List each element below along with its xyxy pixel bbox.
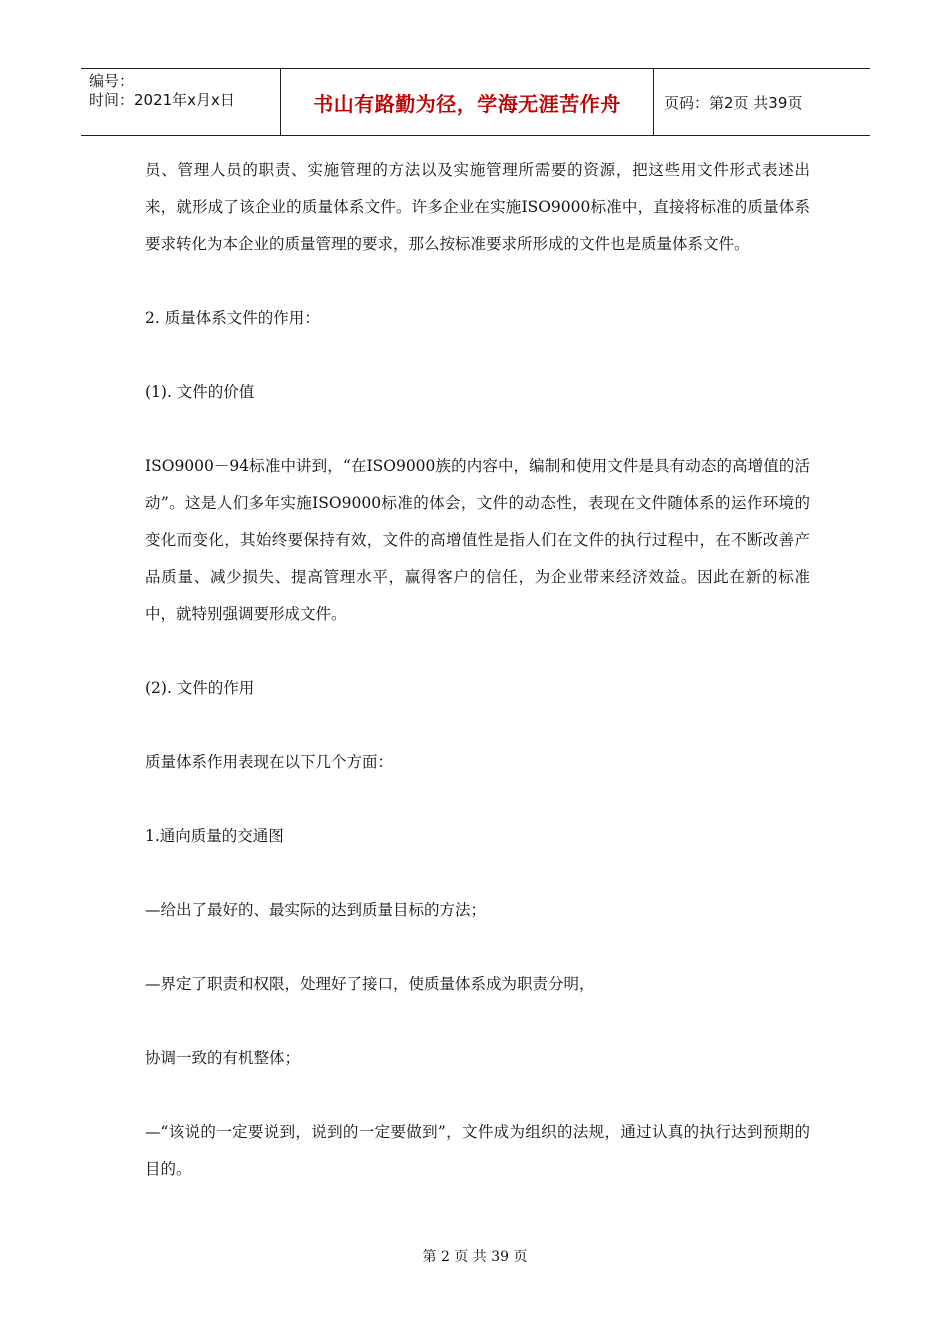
list-item-method: —给出了最好的、最实际的达到质量目标的方法；: [145, 901, 487, 919]
header-meta: [81, 69, 281, 135]
subsection-heading-1: (1). 文件的价值: [145, 383, 255, 401]
header-page-info-cell: [654, 69, 870, 135]
document-time-label: 时间：2021年x月x日: [89, 91, 235, 109]
section-heading-2: 2. 质量体系文件的作用：: [145, 309, 320, 327]
header-page-info: 页码：第2页 共39页: [664, 93, 803, 112]
page-footer: [0, 1246, 950, 1266]
list-item-responsibility: —界定了职责和权限，处理好了接口，使质量体系成为职责分明，: [145, 975, 595, 993]
list-heading-roadmap: 1.通向质量的交通图: [145, 827, 284, 845]
header-motto: 书山有路勤为径，学海无涯苦作舟: [313, 91, 621, 116]
page-header: [81, 68, 870, 136]
footer-page-number: 第 2 页 共 39 页: [422, 1249, 528, 1265]
paragraph-document-value: ISO9000－94标准中讲到，“在ISO9000族的内容中，编制和使用文件是具有动态的高增值的活动”。这是人们多年实施ISO9000标准的体会，文件的动态性，表现在文件随体系的运作环境的变化而变化，其始终要保持有效，文件的高增值性是指人们在文件的执行过程中，在不断改善产品质量、减少损失、提高管理水平，赢得客户的信任，为企业带来经济效益。因此在新的标准中，就特别强调要形成文件。: [145, 457, 810, 623]
subsection-heading-2: (2). 文件的作用: [145, 679, 255, 697]
document-number-label: 编号：: [89, 72, 135, 90]
paragraph-aspects-intro: 质量体系作用表现在以下几个方面：: [145, 753, 394, 771]
document-body: [145, 152, 810, 1188]
header-motto-cell: [281, 69, 654, 135]
paragraph-intro: 员、管理人员的职责、实施管理的方法以及实施管理所需要的资源，把这些用文件形式表述出来，就形成了该企业的质量体系文件。许多企业在实施ISO9000标准中，直接将标准的质量体系要求转化为本企业的质量管理的要求，那么按标准要求所形成的文件也是质量体系文件。: [145, 161, 810, 253]
list-item-regulation: —“该说的一定要说到，说到的一定要做到”，文件成为组织的法规，通过认真的执行达到预期的目的。: [145, 1123, 810, 1178]
list-item-responsibility-cont: 协调一致的有机整体；: [145, 1049, 301, 1067]
